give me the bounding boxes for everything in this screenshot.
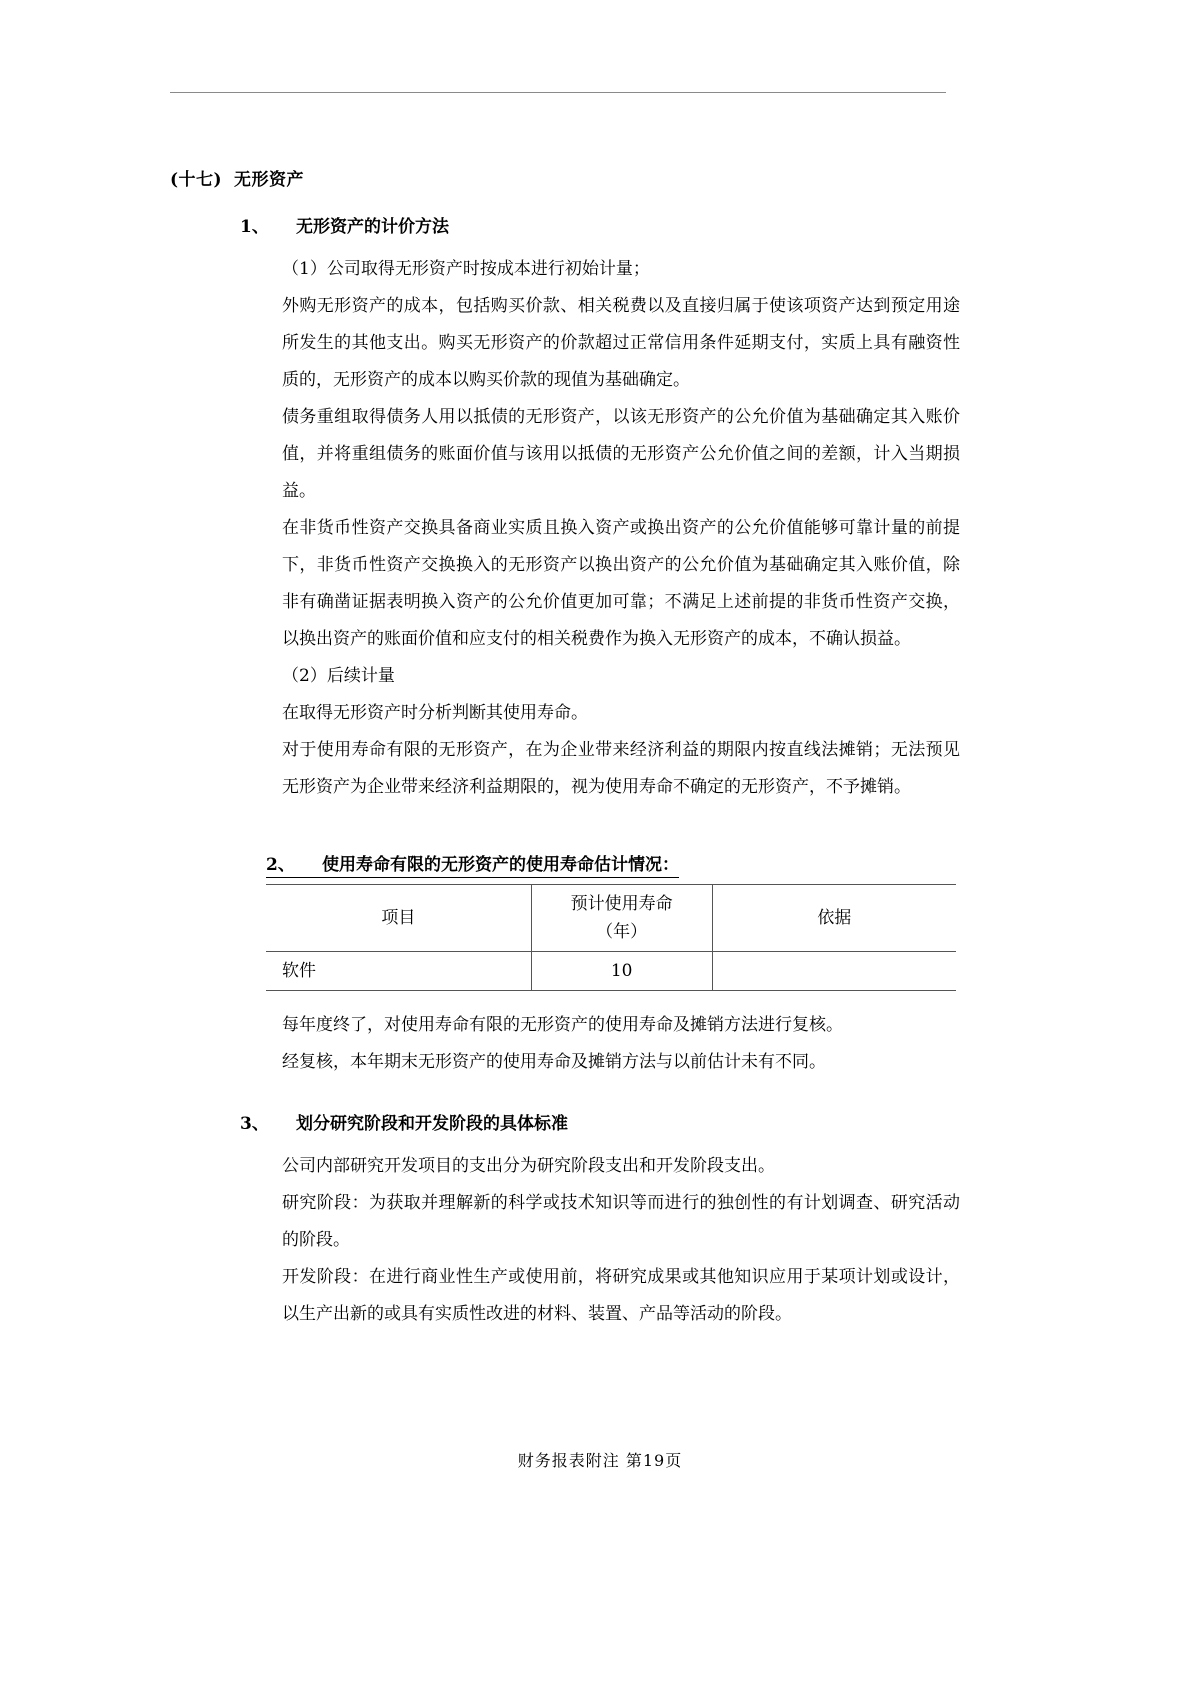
subsection-2-heading	[170, 850, 960, 878]
paragraph: 每年度终了，对使用寿命有限的无形资产的使用寿命及摊销方法进行复核。	[282, 1015, 843, 1035]
paragraph: （1）公司取得无形资产时按成本进行初始计量；	[282, 259, 650, 279]
table-notes	[170, 1007, 960, 1081]
subsection-2-index: 2、	[266, 855, 295, 875]
paragraph: 研究阶段：为获取并理解新的科学或技术知识等而进行的独创性的有计划调查、研究活动的阶段。	[282, 1193, 960, 1250]
cell-basis	[712, 952, 956, 991]
subsection-3-body	[170, 1148, 960, 1333]
subsection-2-title: 使用寿命有限的无形资产的使用寿命估计情况：	[266, 850, 679, 878]
paragraph: 对于使用寿命有限的无形资产，在为企业带来经济利益的期限内按直线法摊销；无法预见无形资产为企业带来经济利益期限的，视为使用寿命不确定的无形资产，不予摊销。	[282, 740, 960, 797]
subsection-3-title: 划分研究阶段和开发阶段的具体标准	[296, 1114, 568, 1134]
column-header-life-line1: 预计使用寿命	[570, 894, 673, 914]
table-header-row	[266, 885, 956, 952]
paragraph: 开发阶段：在进行商业性生产或使用前，将研究成果或其他知识应用于某项计划或设计，以生产出新的或具有实质性改进的材料、装置、产品等活动的阶段。	[282, 1267, 960, 1324]
subsection-3-index: 3、	[240, 1114, 269, 1134]
cell-item: 软件	[266, 952, 531, 991]
section-title	[170, 165, 960, 190]
section-number: (十七)	[170, 170, 223, 190]
paragraph: 在非货币性资产交换具备商业实质且换入资产或换出资产的公允价值能够可靠计量的前提下，非货币性资产交换换入的无形资产以换出资产的公允价值为基础确定其入账价值，除非有确凿证据表明换入资产的公允价值更加可靠；不满足上述前提的非货币性资产交换，以换出资产的账面价值和应支付的相关税费作为换入无形资产的成本，不确认损益。	[282, 518, 960, 649]
column-header-life-line2: （年）	[596, 922, 648, 942]
paragraph: 外购无形资产的成本，包括购买价款、相关税费以及直接归属于使该项资产达到预定用途所发生的其他支出。购买无形资产的价款超过正常信用条件延期支付，实质上具有融资性质的，无形资产的成本以购买价款的现值为基础确定。	[282, 296, 960, 390]
column-header-item: 项目	[266, 885, 531, 952]
subsection-3-heading	[170, 1109, 960, 1134]
page-footer: 财务报表附注 第19页	[517, 1451, 683, 1470]
subsection-1-index: 1、	[240, 217, 269, 237]
subsection-1-body	[170, 251, 960, 806]
paragraph: （2）后续计量	[282, 666, 395, 686]
paragraph: 经复核，本年期末无形资产的使用寿命及摊销方法与以前估计未有不同。	[282, 1052, 826, 1072]
column-header-basis: 依据	[712, 885, 956, 952]
header-divider	[170, 92, 946, 93]
table-row	[266, 952, 956, 991]
section-title-text: 无形资产	[234, 170, 304, 190]
useful-life-table	[266, 884, 956, 991]
subsection-1-heading	[170, 212, 960, 237]
cell-life: 10	[531, 952, 712, 991]
paragraph: 公司内部研究开发项目的支出分为研究阶段支出和开发阶段支出。	[282, 1156, 775, 1176]
column-header-life	[531, 885, 712, 952]
paragraph: 债务重组取得债务人用以抵债的无形资产，以该无形资产的公允价值为基础确定其入账价值，并将重组债务的账面价值与该用以抵债的无形资产公允价值之间的差额，计入当期损益。	[282, 407, 960, 501]
subsection-1-title: 无形资产的计价方法	[296, 217, 449, 237]
page-content	[170, 165, 960, 1333]
paragraph: 在取得无形资产时分析判断其使用寿命。	[282, 703, 588, 723]
